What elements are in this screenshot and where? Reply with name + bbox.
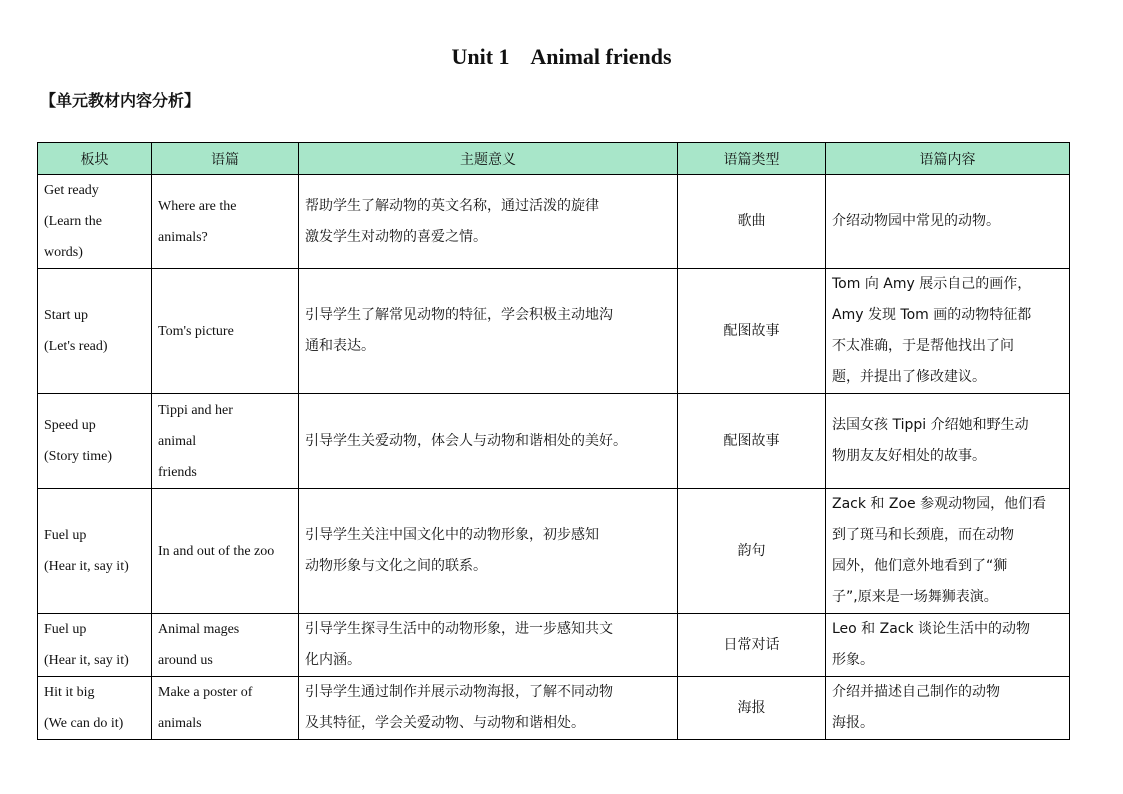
header-type: 语篇类型: [678, 143, 826, 175]
cell-meaning: [299, 175, 678, 269]
cell-type: 配图故事: [678, 394, 826, 489]
unit-content-table: [37, 142, 1070, 740]
cell-module-line: (We can do it): [44, 716, 124, 731]
cell-module: [38, 269, 152, 394]
cell-content: [826, 677, 1070, 740]
cell-module: [38, 175, 152, 269]
cell-type: 海报: [678, 677, 826, 740]
table-row: [38, 394, 1070, 489]
cell-content: [826, 489, 1070, 614]
cell-module: [38, 489, 152, 614]
cell-type: 歌曲: [678, 175, 826, 269]
cell-content-line: 介绍动物园中常见的动物。: [832, 213, 1000, 229]
cell-type: 日常对话: [678, 614, 826, 677]
document-title: Unit 1 Animal friends: [451, 44, 672, 69]
table-row: [38, 677, 1070, 740]
cell-text: [152, 677, 299, 740]
cell-content-line: 题，并提出了修改建议。: [832, 369, 986, 385]
cell-module: [38, 614, 152, 677]
cell-meaning-line: 动物形象与文化之间的联系。: [305, 558, 487, 574]
section-heading: 【单元教材内容分析】: [40, 91, 201, 110]
table-row: [38, 175, 1070, 269]
cell-meaning-line: 引导学生了解常见动物的特征，学会积极主动地沟: [305, 307, 613, 323]
header-module: 板块: [38, 143, 152, 175]
cell-module-line: Fuel up: [44, 528, 87, 543]
cell-module-line: (Story time): [44, 449, 113, 464]
cell-text: [152, 489, 299, 614]
cell-type: 配图故事: [678, 269, 826, 394]
cell-meaning: [299, 394, 678, 489]
cell-module-line: Start up: [44, 308, 88, 323]
cell-content-line: 海报。: [832, 715, 874, 731]
cell-module: [38, 394, 152, 489]
cell-text-line: Where are the: [158, 198, 237, 214]
cell-content: [826, 614, 1070, 677]
cell-content-line: 形象。: [832, 652, 874, 668]
cell-module-line: Get ready: [44, 183, 99, 198]
cell-content: [826, 175, 1070, 269]
cell-content: [826, 394, 1070, 489]
cell-content-line: 法国女孩 Tippi 介绍她和野生动: [832, 417, 1029, 433]
cell-text-line: Tippi and her: [158, 402, 233, 418]
cell-meaning: [299, 269, 678, 394]
cell-module-line: Hit it big: [44, 685, 95, 700]
header-text: 语篇: [152, 143, 299, 175]
cell-meaning: [299, 677, 678, 740]
cell-text-line: Animal mages: [158, 622, 240, 637]
cell-module-line: (Hear it, say it): [44, 559, 129, 574]
cell-meaning-line: 激发学生对动物的喜爱之情。: [305, 228, 487, 245]
cell-text: [152, 269, 299, 394]
cell-module-line: (Hear it, say it): [44, 653, 129, 668]
cell-module-line: Speed up: [44, 418, 96, 433]
cell-text-line: animal: [158, 433, 197, 449]
cell-content-line: 子”,原来是一场舞狮表演。: [832, 589, 998, 605]
cell-meaning-line: 引导学生关注中国文化中的动物形象，初步感知: [305, 527, 599, 543]
cell-meaning: [299, 614, 678, 677]
cell-content-line: Amy 发现 Tom 画的动物特征都: [832, 307, 1032, 323]
cell-text-line: friends: [158, 464, 197, 480]
cell-text-line: Make a poster of: [158, 685, 253, 700]
header-meaning: 主题意义: [299, 143, 678, 175]
cell-text-line: animals: [158, 716, 202, 731]
cell-text-line: around us: [158, 653, 213, 668]
cell-text: [152, 614, 299, 677]
cell-meaning-line: 引导学生探寻生活中的动物形象，进一步感知共文: [305, 621, 613, 637]
table-row: [38, 269, 1070, 394]
cell-module-line: (Learn the: [44, 214, 102, 229]
cell-meaning-line: 引导学生通过制作并展示动物海报，了解不同动物: [305, 684, 613, 700]
cell-module-line: Fuel up: [44, 622, 87, 637]
table-header-row: [38, 143, 1070, 175]
cell-content-line: 不太准确，于是帮他找出了问: [832, 338, 1014, 354]
cell-module: [38, 677, 152, 740]
cell-text-line: animals?: [158, 229, 208, 245]
cell-content-line: Tom 向 Amy 展示自己的画作，: [832, 276, 1032, 292]
cell-meaning-line: 通和表达。: [305, 338, 375, 354]
cell-text: [152, 175, 299, 269]
table-row: [38, 489, 1070, 614]
cell-text-line: In and out of the zoo: [158, 543, 275, 559]
cell-type: 韵句: [678, 489, 826, 614]
cell-content-line: Zack 和 Zoe 参观动物园，他们看: [832, 496, 1047, 512]
cell-content-line: Leo 和 Zack 谈论生活中的动物: [832, 621, 1031, 637]
cell-meaning-line: 及其特征，学会关爱动物、与动物和谐相处。: [305, 715, 585, 731]
cell-meaning-line: 帮助学生了解动物的英文名称，通过活泼的旋律: [305, 197, 599, 214]
table-row: [38, 614, 1070, 677]
cell-meaning-line: 化内涵。: [305, 652, 361, 668]
header-content: 语篇内容: [826, 143, 1070, 175]
cell-content-line: 介绍并描述自己制作的动物: [832, 684, 1000, 700]
cell-text: [152, 394, 299, 489]
cell-content-line: 到了斑马和长颈鹿，而在动物: [832, 527, 1014, 543]
cell-module-line: (Let's read): [44, 339, 108, 354]
cell-content-line: 园外，他们意外地看到了“狮: [832, 558, 1008, 574]
cell-content: [826, 269, 1070, 394]
cell-meaning-line: 引导学生关爱动物，体会人与动物和谐相处的美好。: [305, 432, 627, 449]
cell-content-line: 物朋友友好相处的故事。: [832, 448, 986, 464]
cell-module-line: words): [44, 245, 83, 260]
cell-text-line: Tom's picture: [158, 323, 234, 339]
cell-meaning: [299, 489, 678, 614]
